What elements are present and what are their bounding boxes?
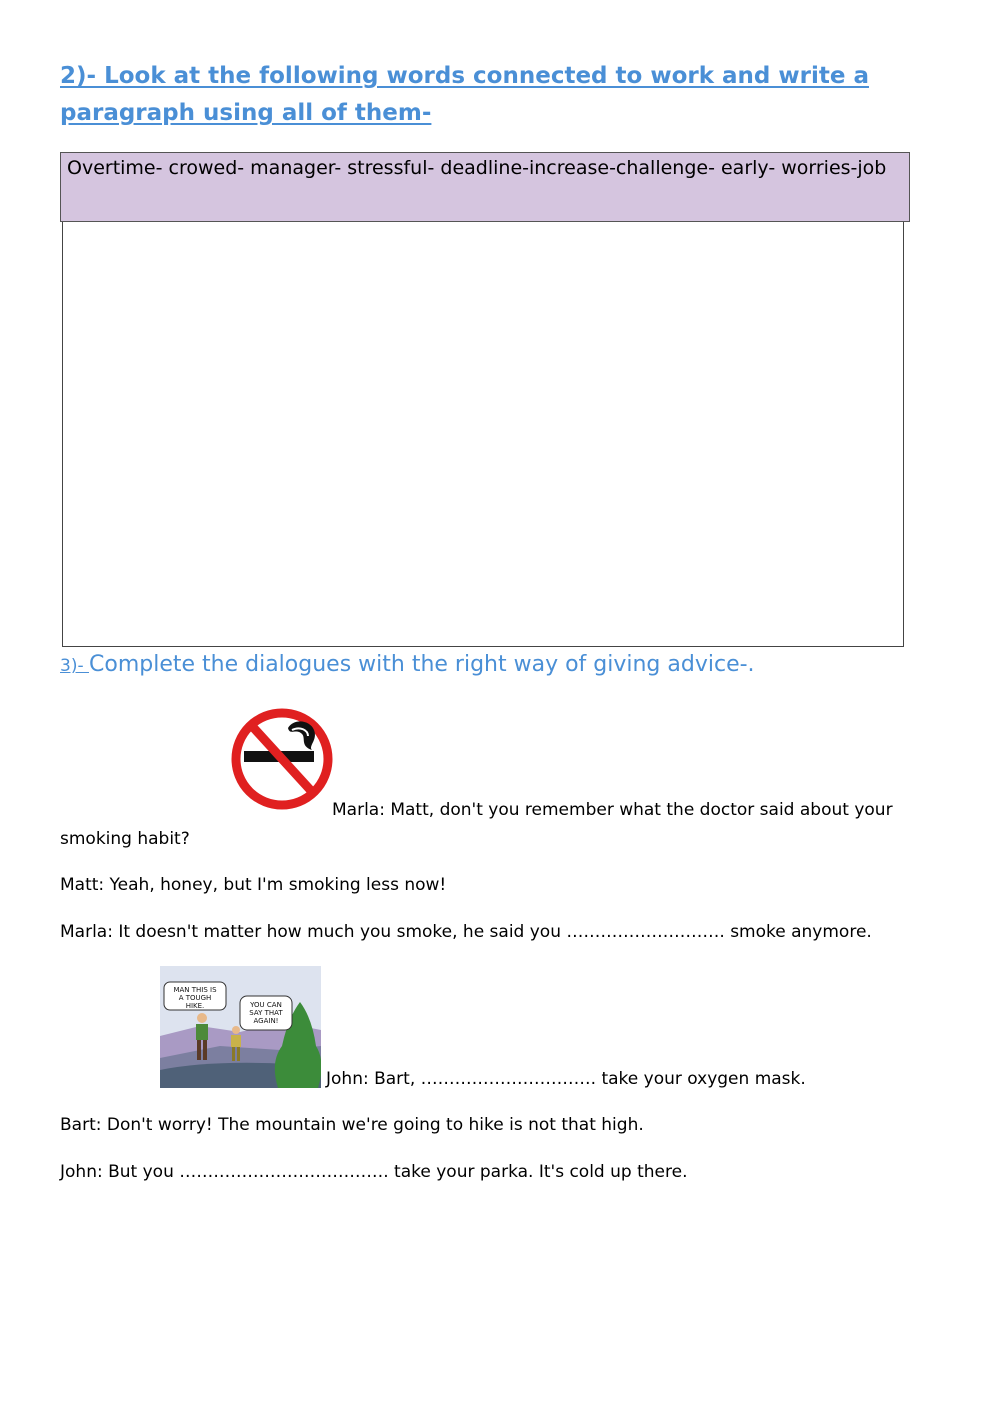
dialogue1-line3-start: Marla: It doesn't matter how much you smoke, he said you [60,922,567,942]
dialogue2-line3-end: take your parka. It's cold up there. [388,1162,688,1182]
blank-2[interactable]: …………………………. [420,1069,597,1089]
question3-number: 3)- [60,656,89,676]
blank-3[interactable]: ………………………………. [179,1162,389,1182]
dialogue2-line1-end: take your oxygen mask. [596,1069,806,1089]
dialogue1-line2: Matt: Yeah, honey, but I'm smoking less now! [60,875,447,895]
dialogue2-line1 [326,1069,806,1089]
dialogue1-line3-end: smoke anymore. [724,922,872,942]
comic-bubble1: MAN THIS IS A TOUGH HIKE. [173,986,217,1010]
dialogue2-line1-start: John: Bart, [326,1069,421,1089]
dialogue1-line1: Marla: Matt, don't you remember what the doctor said about your [332,800,893,820]
writing-area[interactable] [62,222,904,647]
hiking-comic-icon [160,966,321,1088]
blank-1[interactable]: ………………………. [566,922,725,942]
question3-title: Complete the dialogues with the right way of giving advice-. [89,652,755,677]
dialogue2-line3 [60,1162,687,1182]
dialogue1-line3 [60,922,872,942]
dialogue1-line1-cont: smoking habit? [60,829,190,849]
question3-heading [60,648,920,683]
dialogue2-line3-start: John: But you [60,1162,180,1182]
comic-bubble2: YOU CAN SAY THAT AGAIN! [249,1001,283,1025]
question2-heading: 2)- Look at the following words connected to work and write a paragraph using all of them- [60,63,869,126]
word-bank: Overtime- crowed- manager- stressful- deadline-increase-challenge- early- worries-job [60,152,910,222]
no-smoking-sign-icon [230,700,334,818]
dialogue2-line2: Bart: Don't worry! The mountain we're going to hike is not that high. [60,1115,644,1135]
